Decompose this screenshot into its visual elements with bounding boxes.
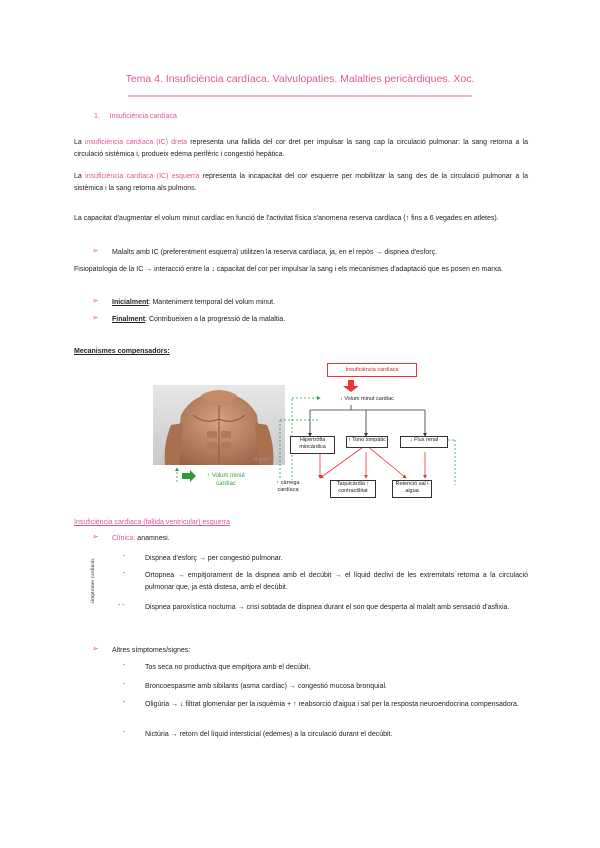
title-underline bbox=[128, 95, 472, 97]
bullet-text: : Manteniment temporal del volum minut. bbox=[148, 299, 276, 306]
label-vmc-up: ↑ Volum minut cardíac bbox=[207, 473, 245, 487]
bullet-arrow: ➢ bbox=[92, 296, 99, 305]
box-carrega: ↑ càrrega cardíaca bbox=[274, 480, 302, 500]
photo-caption: Muscle bbox=[253, 457, 269, 463]
term-ic-dreta: insuficiència cardíaca (IC) dreta bbox=[84, 139, 188, 146]
section-heading-1 bbox=[94, 111, 177, 123]
dash: - bbox=[123, 681, 126, 688]
box-tono-simpatic: ↑ Tono simpàtic bbox=[346, 436, 388, 448]
bullet-arrow: ➢ bbox=[92, 313, 99, 322]
bullet-arrow: ➢ bbox=[92, 246, 99, 255]
paragraph-fisiopatologia: Fisiopatologia de la IC → interacció entre la ↓ capacitat del cor per impulsar la sang i els mecanismes d'adaptació que es posen en marxa. bbox=[74, 266, 503, 273]
clinica-line bbox=[112, 533, 170, 545]
para-text: representa una fallida del cor dret per impulsar la sang cap la circulació pulmonar: la sang retorna a la circulació sistèmica i, produeix edema perifèric i congestió hepàtica. bbox=[74, 139, 529, 158]
box-retencio: Retenció sal i aigua bbox=[392, 480, 432, 498]
bullet-label: Inicialment bbox=[112, 299, 149, 306]
altres-item-3: Oligúria → ↓ filtrat glomerular per la isquèmia + ↑ reabsorció d'aigua i sal per la resposta neuroendocrina compensadora. bbox=[145, 701, 519, 708]
bullet-finalment bbox=[112, 314, 285, 326]
altres-heading: Altres símptomes/signes: bbox=[112, 647, 191, 654]
clinica-item-2: Ortopnea → empitjorament de la dispnea amb el decúbit → el líquid declivi de les extremitats retorna a la circulació pulmonar que, ja està distesa, amb el decúbit. bbox=[145, 572, 528, 591]
dash: - bbox=[123, 699, 126, 706]
paragraph-ic-esquerra bbox=[74, 171, 528, 195]
dash: - bbox=[123, 662, 126, 669]
altres-item-4: Nictúria → retorn del líquid intersticial (edemes) a la circulació durant el decúbit. bbox=[145, 731, 393, 738]
paragraph-ic-dreta bbox=[74, 137, 528, 161]
altres-item-2: Broncoespasme amb sibilants (asma cardíac) → congestió mucosa bronquial. bbox=[145, 683, 388, 690]
term-ic-esquerra: insuficiència cardíaca (IC) esquerra bbox=[85, 173, 200, 180]
box-insuficiencia: Insuficiència cardíaca bbox=[327, 363, 417, 377]
bullet-inicialment bbox=[112, 297, 275, 309]
box-vmc: ↓ Volum minut cardíac bbox=[322, 396, 412, 405]
para-text: representa la incapacitat del cor esquerre per mobilitzar la sang des de la circulació pulmonar a la sistèmica i la sang retorna als pulmons. bbox=[74, 173, 529, 192]
paragraph-reserva: La capacitat d'augmentar el volum minut cardíac en funció de l'activitat física s'anomena reserva cardíaca (↑ fins a 6 vegades en atletes). bbox=[74, 215, 499, 222]
bullet-malalts: Malalts amb IC (preferentment esquerra) utilitzen la reserva cardíaca, ja, en el repòs → dispnea d'esforç. bbox=[112, 249, 438, 256]
bullet-arrow: ➢ bbox=[92, 644, 99, 653]
bullet-text: : Contribueixen a la progressió de la malaltia. bbox=[145, 316, 286, 323]
mecanismes-heading: Mecanismes compensadors: bbox=[74, 348, 170, 355]
altres-item-1: Tos seca no productiva que empitjora amb el decúbit. bbox=[145, 664, 311, 671]
clinica-item-1: Dispnea d'esforç → per congestió pulmonar. bbox=[145, 555, 283, 562]
bullet-arrow: ➢ bbox=[92, 532, 99, 541]
side-label-box bbox=[88, 552, 98, 614]
section-label: Insuficiència cardíaca bbox=[109, 113, 177, 120]
dash: - bbox=[123, 553, 126, 560]
box-hipertrofia: Hipertròfia miocàrdica bbox=[290, 436, 335, 454]
clinica-item-3: Dispnea paroxística nocturna → crisi sobtada de dispnea durant el son que desperta al malalt amb sensació d'asfixia. bbox=[145, 604, 510, 611]
para-prefix: La bbox=[74, 139, 82, 146]
box-taquicardia: Taquicàrdia ↑ contractilitat bbox=[330, 480, 376, 498]
section-number: 1. bbox=[94, 113, 100, 120]
box-flux-renal: ↓ Flux renal bbox=[400, 436, 448, 448]
para-prefix: La bbox=[74, 173, 82, 180]
compensatory-diagram bbox=[170, 360, 460, 505]
bullet-label: Finalment bbox=[112, 316, 146, 323]
clinica-label: Clínica: bbox=[112, 535, 136, 542]
dash: - - bbox=[118, 602, 125, 609]
section-heading-2: Insuficiència cardíaca (fallida ventricular) esquerra bbox=[74, 519, 231, 526]
dash: - bbox=[123, 729, 126, 736]
clinica-text: anamnesi. bbox=[137, 535, 170, 542]
side-label: símptomes cardinals bbox=[90, 558, 96, 604]
dash: - bbox=[123, 570, 126, 577]
page-title: Tema 4. Insuficiència cardíaca. Valvulopaties. Malalties pericàrdiques. Xoc. bbox=[125, 73, 475, 85]
